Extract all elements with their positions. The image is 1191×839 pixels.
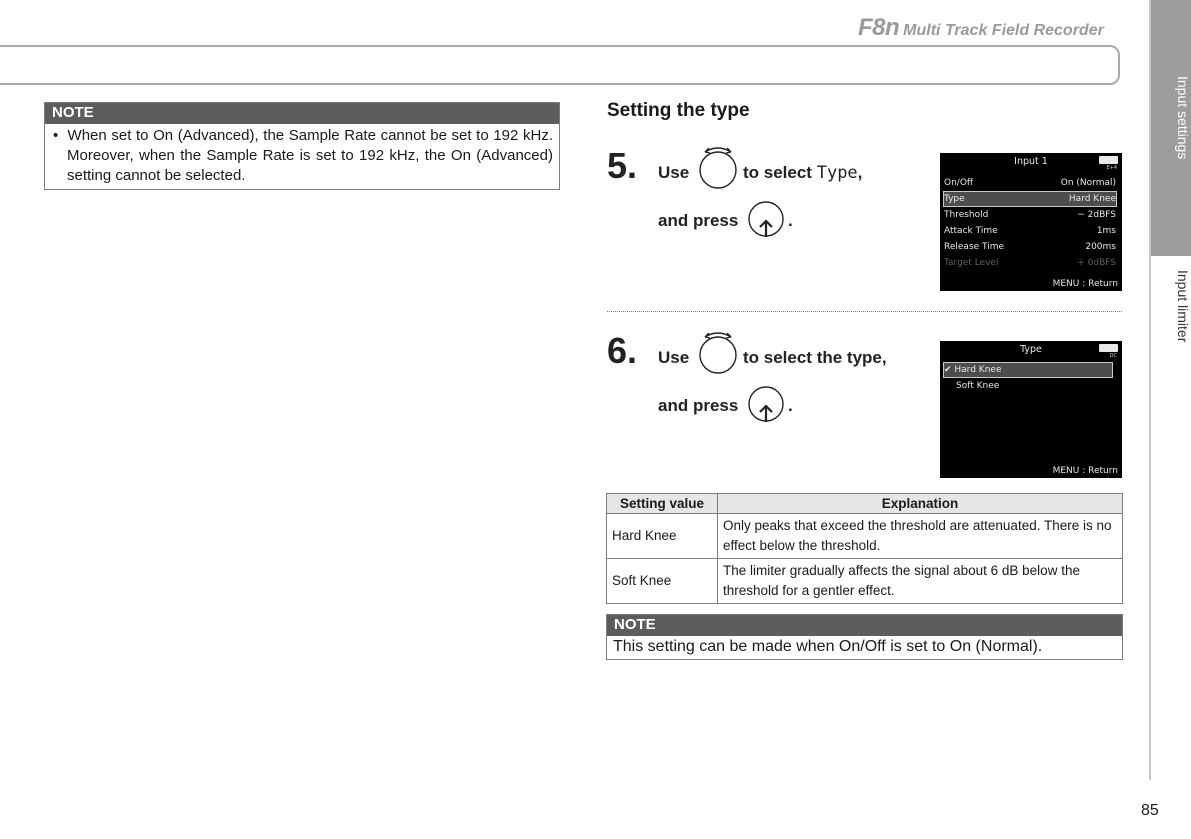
comma: , (857, 163, 863, 182)
side-tab-label: Input settings (1175, 76, 1191, 160)
step-number: 6. (607, 330, 638, 371)
note-box (606, 614, 1123, 660)
dial-icon (697, 328, 739, 374)
enter-button-icon (746, 386, 786, 426)
side-tab-input-limiter[interactable] (1151, 256, 1191, 456)
battery-icon (1099, 344, 1118, 352)
note-heading: NOTE (607, 615, 1122, 636)
device-screen-type (940, 341, 1122, 478)
step-period: . (788, 396, 793, 415)
note-text: This setting can be made when On/Off is set to On (Normal). (613, 638, 1043, 655)
battery-label: E+4 (1106, 165, 1117, 171)
note-box (44, 102, 560, 190)
select-prefix: to select (743, 163, 812, 182)
note-heading: NOTE (45, 103, 559, 124)
chapter-banner (0, 45, 1120, 85)
table-row (607, 559, 1123, 604)
setting-value: Hard Knee (607, 514, 718, 559)
menu-row-release-time[interactable]: Release Time 200ms (944, 242, 1116, 252)
battery-label: DC (1109, 353, 1117, 359)
table-header-explanation: Explanation (718, 494, 1123, 514)
step-text-select (743, 163, 862, 183)
menu-row-threshold[interactable]: Threshold − 2dBFS (944, 210, 1116, 220)
enter-button-icon (746, 201, 786, 241)
step-period: . (788, 211, 793, 230)
settings-table (606, 493, 1123, 604)
manual-subtitle: Multi Track Field Recorder (903, 22, 1104, 39)
step-text-press: and press (658, 211, 739, 230)
step-text-use: Use (658, 163, 690, 182)
screen-title: Type (1020, 344, 1042, 355)
setting-value: Soft Knee (607, 559, 718, 604)
table-row (607, 514, 1123, 559)
battery-icon (1099, 156, 1118, 164)
screen-footer: MENU : Return (1052, 466, 1118, 476)
setting-explanation: Only peaks that exceed the threshold are attenuated. There is no effect below the threshold. (718, 514, 1123, 559)
menu-row-type[interactable]: Type Hard Knee (944, 194, 1116, 204)
screen-footer: MENU : Return (1052, 279, 1118, 289)
device-screen-input1 (940, 153, 1122, 291)
setting-explanation: The limiter gradually affects the signal about 6 dB below the threshold for a gentler effect. (718, 559, 1123, 604)
menu-row-target-level: Target Level + 0dBFS (944, 258, 1116, 268)
note-bullet-text: When set to On (Advanced), the Sample Rate cannot be set to 192 kHz. Moreover, when the Sample Rate is set to 192 kHz, the On (Advanced) setting cannot be selected. (67, 127, 553, 184)
dial-icon (697, 143, 739, 189)
screen-title: Input 1 (1014, 156, 1048, 167)
step-text-use: Use (658, 348, 690, 367)
model-name: F8n (858, 14, 900, 41)
step-text-press: and press (658, 396, 739, 415)
bullet: • (53, 127, 59, 144)
menu-row-on-off[interactable]: On/Off On (Normal) (944, 178, 1116, 188)
note-text (45, 124, 559, 189)
option-soft-knee[interactable]: Soft Knee (956, 381, 1000, 391)
section-title: Setting the type (607, 100, 750, 121)
step-number: 5. (607, 145, 638, 186)
option-hard-knee[interactable]: ✔ Hard Knee (944, 363, 1112, 377)
manual-header-brand (858, 14, 1104, 42)
page-number: 85 (1141, 802, 1159, 819)
param-name: Type (816, 163, 858, 183)
side-tab-input-settings[interactable] (1151, 0, 1191, 256)
menu-row-attack-time[interactable]: Attack Time 1ms (944, 226, 1116, 236)
step-text-select: to select the type, (743, 348, 887, 367)
step-divider (607, 311, 1122, 312)
side-tab-label: Input limiter (1175, 270, 1191, 343)
table-header-setting: Setting value (607, 494, 718, 514)
